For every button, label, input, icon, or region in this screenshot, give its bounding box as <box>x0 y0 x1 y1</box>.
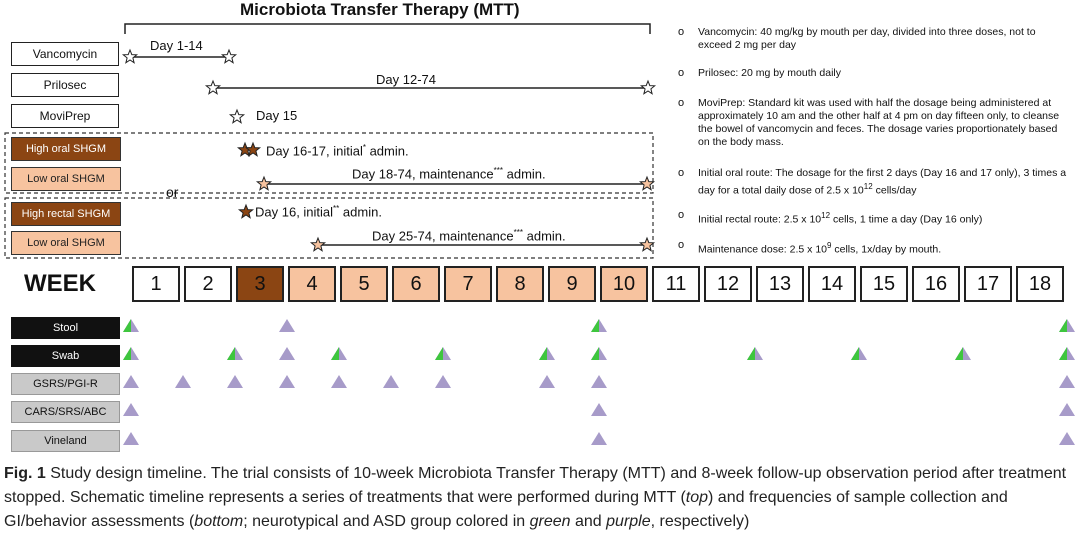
assessment-marker-both <box>539 347 555 360</box>
assessment-marker-purple <box>1059 403 1075 416</box>
star-icon <box>641 81 654 94</box>
assessment-marker-both <box>591 319 607 332</box>
day-25-74-label: Day 25-74, maintenance*** admin. <box>372 228 566 244</box>
vancomycin-range: Day 1-14 <box>150 38 203 53</box>
assessment-marker-both <box>851 347 867 360</box>
figure-caption: Fig. 1 Study design timeline. The trial consists of 10-week Microbiota Transfer Therapy (MTT) and 8-week follow-up observation period after treatment stopped. Schematic timeline represents a series of treatments that were performed during MTT (top) and frequencies of sample collection and GI/behavior assessments (bottom; neurotypical and ASD group colored in green and purple, respectively) <box>4 465 1067 530</box>
week-box: 9 <box>548 266 596 302</box>
star-icon <box>257 177 270 190</box>
star-icon <box>311 238 324 251</box>
vancomycin-box: Vancomycin <box>11 42 119 66</box>
week-box: 3 <box>236 266 284 302</box>
day-16-label: Day 16, initial** admin. <box>255 204 382 220</box>
assessment-label-stool: Stool <box>11 317 120 339</box>
assessment-marker-both <box>227 347 243 360</box>
week-box: 5 <box>340 266 388 302</box>
week-box: 18 <box>1016 266 1064 302</box>
assessment-marker-purple <box>435 375 451 388</box>
assessment-marker-purple <box>539 375 555 388</box>
note-vancomycin: o Vancomycin: 40 mg/kg by mouth per day, divided into three doses, not to exceed 2 mg per day <box>678 26 1036 51</box>
week-box: 2 <box>184 266 232 302</box>
high-oral-shgm-box: High oral SHGM <box>11 137 121 161</box>
assessment-marker-purple <box>279 319 295 332</box>
assessment-marker-both <box>123 319 139 332</box>
assessment-marker-purple <box>591 432 607 445</box>
assessment-label-cars: CARS/SRS/ABC <box>11 401 120 423</box>
assessment-marker-purple <box>279 375 295 388</box>
note-oral-route: o Initial oral route: The dosage for the first 2 days (Day 16 and 17 only), 3 times a day for a total daily dose of 2.5 x $10^{12}$ cells/day <box>678 167 1067 197</box>
assessment-marker-purple <box>279 347 295 360</box>
assessment-marker-purple <box>383 375 399 388</box>
assessment-marker-both <box>123 347 139 360</box>
week-box: 6 <box>392 266 440 302</box>
star-icon <box>239 205 252 218</box>
assessment-marker-both <box>747 347 763 360</box>
day-18-74-label: Day 18-74, maintenance*** admin. <box>352 166 546 182</box>
star-icon <box>230 110 243 123</box>
note-rectal-route: o Initial rectal route: 2.5 x $10^{12}$ cells, 1 time a day (Day 16 only) <box>678 209 983 226</box>
note-prilosec: o Prilosec: 20 mg by mouth daily <box>678 67 841 79</box>
assessment-marker-both <box>1059 319 1075 332</box>
assessment-label-gsrs: GSRS/PGI-R <box>11 373 120 395</box>
assessment-marker-purple <box>175 375 191 388</box>
assessment-marker-purple <box>227 375 243 388</box>
assessment-markers <box>0 300 1080 460</box>
note-moviprep: o MoviPrep: Standard kit was used with half the dosage being administered at approximately 10 am and the other half at 4 pm on day fifteen only, to cleanse the bowel of vancomycin and feces. The dosage varies proportionately based on the body mass. <box>678 97 1060 148</box>
prilosec-range: Day 12-74 <box>376 72 436 87</box>
assessment-marker-purple <box>123 375 139 388</box>
assessment-marker-both <box>591 347 607 360</box>
week-box: 11 <box>652 266 700 302</box>
star-icon <box>640 238 653 251</box>
assessment-marker-both <box>1059 347 1075 360</box>
week-box: 17 <box>964 266 1012 302</box>
assessment-marker-both <box>435 347 451 360</box>
star-icon <box>640 177 653 190</box>
week-box: 16 <box>912 266 960 302</box>
assessment-marker-purple <box>591 403 607 416</box>
assessment-marker-purple <box>123 403 139 416</box>
assessment-marker-purple <box>1059 432 1075 445</box>
assessment-marker-purple <box>331 375 347 388</box>
week-box: 1 <box>132 266 180 302</box>
week-box: 7 <box>444 266 492 302</box>
week-box: 4 <box>288 266 336 302</box>
moviprep-box: MoviPrep <box>11 104 119 128</box>
week-box: 10 <box>600 266 648 302</box>
week-box: 14 <box>808 266 856 302</box>
assessment-label-vineland: Vineland <box>11 430 120 452</box>
star-icon <box>206 81 219 94</box>
week-box: 8 <box>496 266 544 302</box>
week-box: 13 <box>756 266 804 302</box>
prilosec-box: Prilosec <box>11 73 119 97</box>
assessment-marker-both <box>955 347 971 360</box>
assessment-marker-purple <box>591 375 607 388</box>
star-icon <box>123 50 136 63</box>
assessment-marker-both <box>331 347 347 360</box>
week-box: 15 <box>860 266 908 302</box>
low-oral-shgm-box-2: Low oral SHGM <box>11 231 121 255</box>
assessment-marker-purple <box>1059 375 1075 388</box>
moviprep-range: Day 15 <box>256 108 298 123</box>
low-oral-shgm-box: Low oral SHGM <box>11 167 121 191</box>
day-16-17-label: Day 16-17, initial* admin. <box>266 143 409 159</box>
high-rectal-shgm-box: High rectal SHGM <box>11 202 121 226</box>
star-icon <box>222 50 235 63</box>
assessment-label-swab: Swab <box>11 345 120 367</box>
week-label: WEEK <box>24 270 96 297</box>
note-maintenance: o Maintenance dose: 2.5 x $10^9$ cells, 1x/day by mouth. <box>678 239 942 256</box>
or-label: or <box>166 184 179 200</box>
week-box: 12 <box>704 266 752 302</box>
assessment-marker-purple <box>123 432 139 445</box>
diagram-title: Microbiota Transfer Therapy (MTT) <box>240 0 520 19</box>
